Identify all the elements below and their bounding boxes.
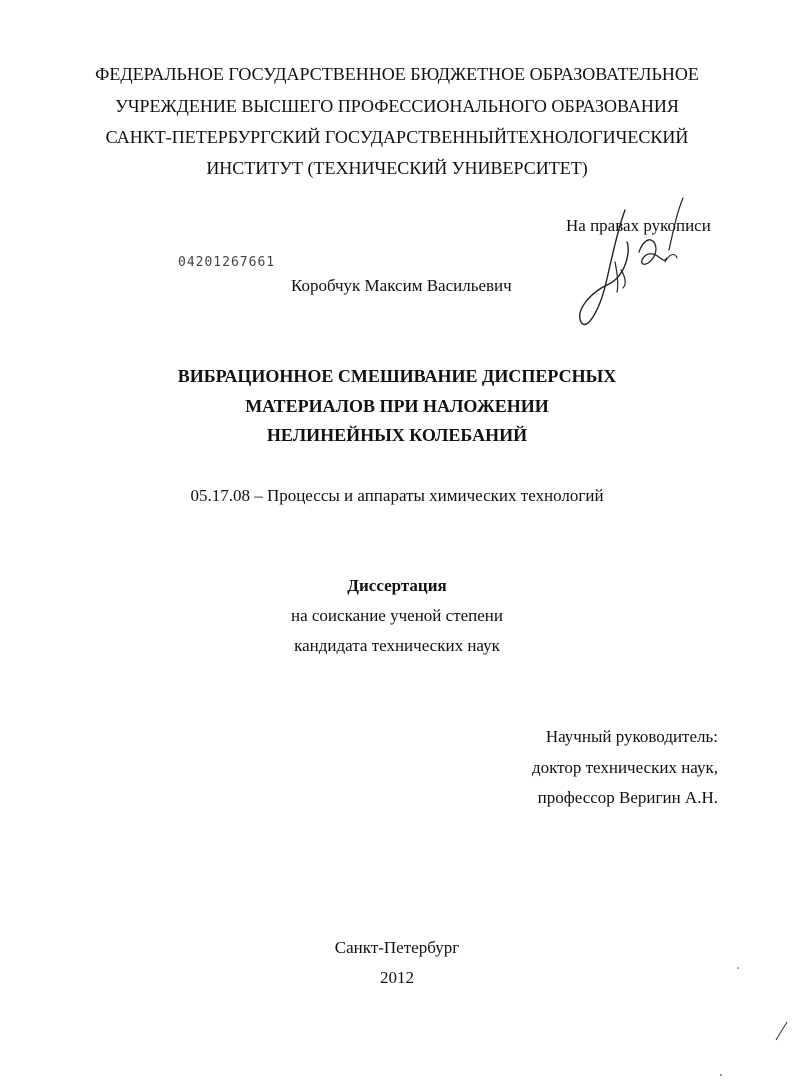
dissertation-degree-line-1: на соискание ученой степени xyxy=(290,606,504,625)
signature-scribble xyxy=(565,192,705,342)
institution-line-4: ИНСТИТУТ (ТЕХНИЧЕСКИЙ УНИВЕРСИТЕТ) xyxy=(206,158,588,178)
scan-dot xyxy=(720,1074,722,1076)
author-name: Коробчук Максим Васильевич xyxy=(291,276,512,295)
specialty-code: 05.17.08 – Процессы и аппараты химических технологий xyxy=(190,486,604,505)
footer-year: 2012 xyxy=(380,968,414,987)
registration-code: 04201267661 xyxy=(178,255,276,270)
supervisor-degree: доктор технических наук, xyxy=(531,758,718,777)
title-line-1: ВИБРАЦИОННОЕ СМЕШИВАНИЕ ДИСПЕРСНЫХ xyxy=(177,366,617,386)
scan-mark xyxy=(776,1022,787,1040)
title-line-2: МАТЕРИАЛОВ ПРИ НАЛОЖЕНИИ xyxy=(245,396,549,416)
institution-line-3: САНКТ-ПЕТЕРБУРГСКИЙ ГОСУДАРСТВЕННЫЙТЕХНОЛОГИЧЕСКИЙ xyxy=(105,127,689,147)
footer-city: Санкт-Петербург xyxy=(334,938,460,957)
institution-line-2: УЧРЕЖДЕНИЕ ВЫСШЕГО ПРОФЕССИОНАЛЬНОГО ОБРАЗОВАНИЯ xyxy=(115,96,679,116)
title-line-3: НЕЛИНЕЙНЫХ КОЛЕБАНИЙ xyxy=(266,425,528,445)
dissertation-degree-line-2: кандидата технических наук xyxy=(294,636,500,655)
dissertation-label: Диссертация xyxy=(347,576,447,595)
institution-line-1: ФЕДЕРАЛЬНОЕ ГОСУДАРСТВЕННОЕ БЮДЖЕТНОЕ ОБРАЗОВАТЕЛЬНОЕ xyxy=(95,64,699,84)
supervisor-label: Научный руководитель: xyxy=(545,727,718,746)
manuscript-note: На правах рукописи xyxy=(566,216,711,235)
supervisor-name: профессор Веригин А.Н. xyxy=(537,788,718,807)
